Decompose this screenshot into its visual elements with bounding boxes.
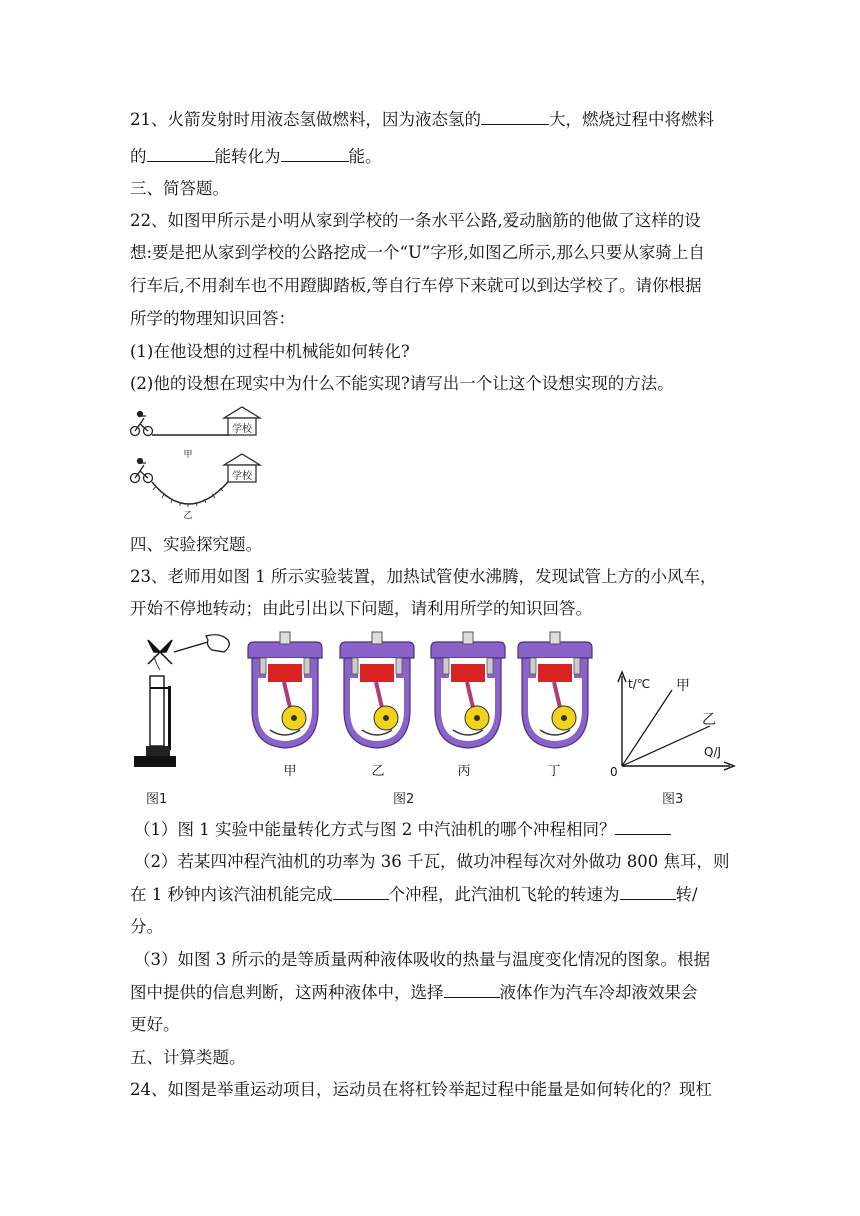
q23-blank-3[interactable] [620, 883, 676, 900]
q21-text: 大，燃烧过程中将燃料 [549, 110, 714, 129]
q23-line2: 开始不停地转动；由此引出以下问题，请利用所学的知识回答。 [130, 599, 592, 618]
q21-text: 21、火箭发射时用液态氢做燃料，因为液态氢的 [130, 110, 481, 129]
q22-line: 22、如图甲所示是小明从家到学校的一条水平公路,爱动脑筋的他做了这样的设 [130, 211, 701, 230]
q23-text: 液体作为汽车冷却液效果会 [499, 983, 698, 1002]
q23-blank-4[interactable] [444, 981, 500, 998]
q21-text: 能转化为 [214, 147, 281, 166]
figure-1-caption: 图1 [146, 792, 168, 807]
road-figure [128, 404, 268, 522]
q23-sub2-line3: 分。 [130, 917, 163, 936]
q23-sub2-line1: （2）若某四冲程汽油机的功率为 36 千瓦，做功冲程每次对外做功 800 焦耳，则 [134, 852, 730, 871]
q23-text: 在 1 秒钟内该汽油机能完成 [130, 885, 333, 904]
q23-text: 图中提供的信息判断，这两种液体中，选择 [130, 983, 444, 1002]
figure-3-caption: 图3 [662, 792, 684, 807]
q24-line1: 24、如图是举重运动项目，运动员在将杠铃举起过程中能量是如何转化的？现杠 [130, 1080, 712, 1099]
q22-line: 所学的物理知识回答： [130, 309, 295, 328]
section-3-heading: 三、简答题。 [130, 179, 229, 198]
bicycle-icon [131, 412, 153, 436]
burner [146, 746, 170, 756]
stand-base [134, 756, 176, 767]
section-4-heading: 四、实验探究题。 [130, 535, 262, 554]
school-label-1: 学校 [232, 424, 252, 435]
windmill-icon [148, 640, 172, 664]
q22-sub2: (2)他的设想在现实中为什么不能实现?请写出一个让这个设想实现的方法。 [130, 374, 674, 393]
q22-sub1: (1)在他设想的过程中机械能如何转化? [130, 342, 410, 361]
line-label-jia: 甲 [676, 678, 690, 694]
y-axis-label: t/℃ [628, 677, 651, 691]
q23-sub3-line1: （3）如图 3 所示的是等质量两种液体吸收的热量与温度变化情况的图象。根据 [134, 950, 710, 969]
test-tube [150, 676, 164, 746]
engine-label: 丙 [457, 764, 471, 779]
section-5-heading: 五、计算类题。 [130, 1048, 246, 1067]
q23-sub3-line3: 更好。 [130, 1015, 180, 1034]
figure-label-jia: 甲 [183, 450, 193, 460]
line-label-yi: 乙 [702, 712, 716, 728]
hand-icon [174, 635, 229, 652]
q21-blank-3[interactable] [281, 145, 349, 162]
q23-blank-2[interactable] [333, 883, 389, 900]
q23-text: 转/ [675, 885, 698, 904]
q23-text: 个冲程，此汽油机飞轮的转速为 [388, 885, 620, 904]
origin-label: 0 [610, 765, 618, 779]
q23-sub2-line2 [130, 883, 698, 906]
engine-label: 丁 [547, 764, 561, 779]
q21-text: 能。 [348, 147, 382, 166]
stand-rod [168, 686, 171, 750]
q21-blank-1[interactable] [481, 108, 549, 125]
figure-3-graph [610, 666, 740, 780]
engine-label: 乙 [371, 764, 385, 779]
engine-label: 甲 [283, 764, 297, 779]
q22-line: 行车后,不用刹车也不用蹬脚踏板,等自行车停下来就可以到达学校了。请你根据 [130, 276, 702, 295]
q23-sub1 [134, 818, 671, 841]
bicycle-icon [131, 459, 153, 483]
figure-label-yi: 乙 [183, 511, 193, 521]
q21-text: 的 [130, 147, 147, 166]
figure-1-apparatus [128, 630, 240, 775]
x-axis-label: Q/J [704, 745, 722, 759]
q23-sub1-text: （1）图 1 实验中能量转化方式与图 2 中汽油机的哪个冲程相同？ [134, 820, 616, 839]
q21-line2 [130, 145, 382, 168]
q21-blank-2[interactable] [147, 145, 215, 162]
figure-2-engines [240, 628, 610, 780]
q23-line1: 23、老师用如图 1 所示实验装置，加热试管使水沸腾，发现试管上方的小风车， [130, 567, 717, 586]
q22-line: 想:要是把从家到学校的公路挖成一个“U”字形,如图乙所示,那么只要从家骑上自 [130, 243, 705, 262]
q21-line1 [130, 108, 714, 131]
q23-blank-1[interactable] [615, 818, 671, 835]
figure-2-caption: 图2 [393, 792, 415, 807]
school-label-2: 学校 [232, 471, 252, 482]
q23-sub3-line2 [130, 981, 698, 1004]
